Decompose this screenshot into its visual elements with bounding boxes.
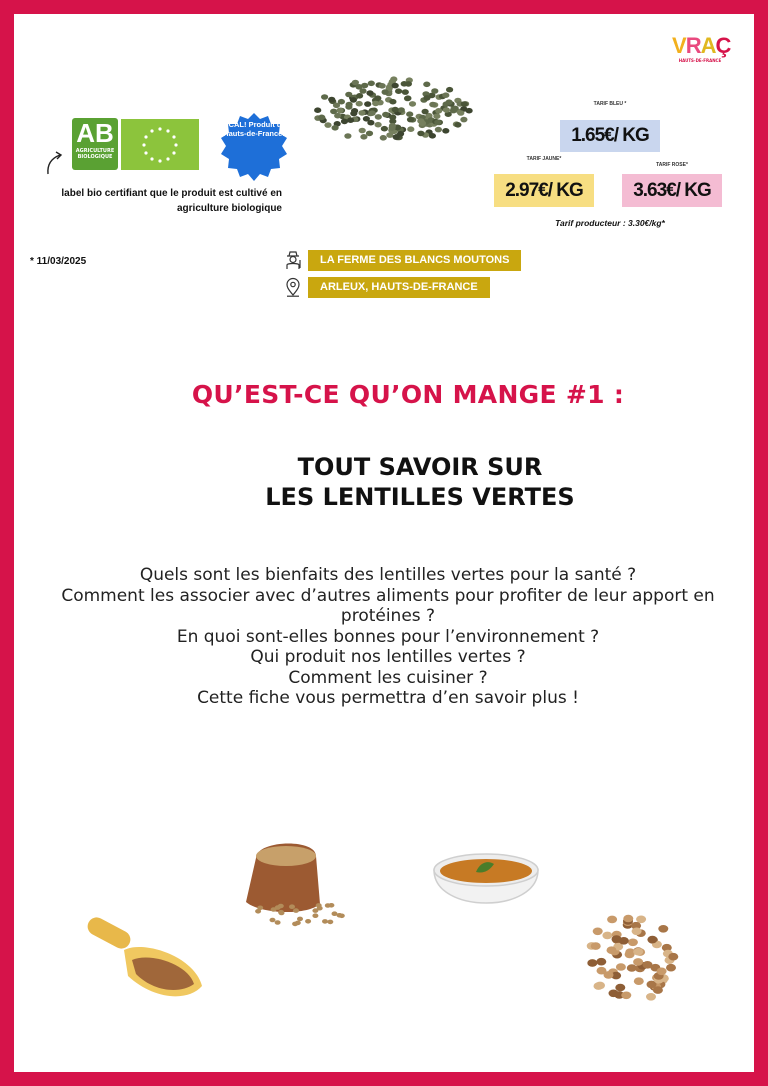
tarif-bleu-label: TARIF BLEU * <box>593 101 627 107</box>
tarif-rose-price: 3.63€/ KG <box>622 174 722 207</box>
farm-location-tag: ARLEUX, HAUTS-DE-FRANCE <box>308 277 490 298</box>
eu-organic-leaf-icon <box>121 119 199 170</box>
bio-label-caption: label bio certifiant que le produit est cultivé en agriculture biologique <box>61 188 282 214</box>
curved-arrow-icon <box>44 150 66 176</box>
ab-organic-logo <box>72 118 118 170</box>
series-heading: QU’EST-CE QU’ON MANGE #1 : <box>191 380 625 409</box>
intro-line: Cette fiche vous permettra d’en savoir plus ! <box>197 688 579 708</box>
local-badge-text: LOCAL! Produit des Hauts-de-France! <box>218 120 290 138</box>
title-line-2: LES LENTILLES VERTES <box>265 483 575 511</box>
vrac-tagline: HAUTS-DE-FRANCE <box>678 58 722 63</box>
intro-line: Comment les associer avec d’autres aliments pour profiter de leur apport en protéines ? <box>61 585 715 626</box>
ab-logo-line2: BIOLOGIQUE <box>77 154 113 160</box>
page-title <box>0 452 768 512</box>
tarif-jaune-price: 2.97€/ KG <box>494 174 594 207</box>
ab-logo-line1: AGRICULTURE <box>75 148 115 154</box>
location-pin-icon <box>284 277 302 297</box>
title-line-1: TOUT SAVOIR SUR <box>297 453 543 481</box>
publication-date: * 11/03/2025 <box>30 256 87 267</box>
burlap-sack-lentils-image <box>236 834 348 930</box>
lentils-pile-image <box>308 66 476 150</box>
intro-text <box>40 565 736 709</box>
ab-logo-letters: AB <box>76 118 114 148</box>
intro-line: Comment les cuisiner ? <box>288 667 488 688</box>
vrac-logo: VRAÇ HAUTS-DE-FRANCE <box>672 33 731 63</box>
scoop-with-lentils-image <box>84 916 208 1006</box>
farm-name-tag: LA FERME DES BLANCS MOUTONS <box>308 250 521 271</box>
tarif-jaune-label: TARIF JAUNE* <box>526 156 562 162</box>
tarif-bleu-price: 1.65€/ KG <box>560 120 660 152</box>
lentils-heap-image <box>582 908 682 1008</box>
tarif-rose-label: TARIF ROSE* <box>656 162 688 168</box>
intro-line: Qui produit nos lentilles vertes ? <box>250 647 526 667</box>
lentil-soup-bowl-image <box>430 834 542 930</box>
intro-line: En quoi sont-elles bonnes pour l’environnement ? <box>176 626 600 647</box>
farmer-icon <box>284 250 302 270</box>
producer-price: Tarif producteur : 3.30€/kg* <box>555 218 665 228</box>
intro-line: Quels sont les bienfaits des lentilles vertes pour la santé ? <box>139 565 637 585</box>
